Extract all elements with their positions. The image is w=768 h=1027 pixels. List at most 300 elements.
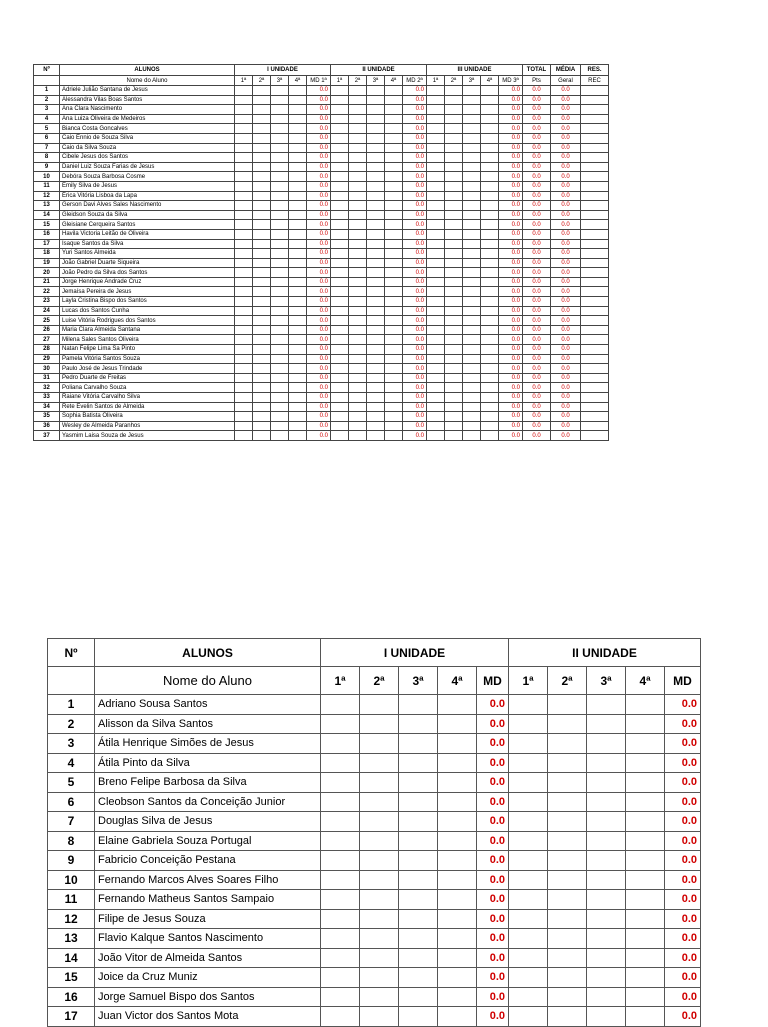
alunos-header: ALUNOS <box>60 65 235 76</box>
total-points: 0.0 <box>523 143 551 153</box>
grade-cell <box>321 792 360 812</box>
grade-cell <box>385 86 403 96</box>
unit-average: 0.0 <box>307 162 331 172</box>
grade-cell <box>289 153 307 163</box>
unit-average: 0.0 <box>499 383 523 393</box>
table-row <box>34 201 609 211</box>
grade-cell <box>367 86 385 96</box>
student-number: 8 <box>48 831 95 851</box>
unit-average: 0.0 <box>477 968 509 988</box>
unit-average: 0.0 <box>499 402 523 412</box>
grade-cell <box>445 172 463 182</box>
grade-cell <box>367 431 385 441</box>
grade-cell <box>509 831 548 851</box>
student-name: Jemaísa Pereira de Jesus <box>60 287 235 297</box>
general-average: 0.0 <box>551 162 581 172</box>
total-points: 0.0 <box>523 86 551 96</box>
unit-average: 0.0 <box>477 948 509 968</box>
unit-average: 0.0 <box>403 258 427 268</box>
unit-average: 0.0 <box>403 306 427 316</box>
grade-cell <box>235 249 253 259</box>
unit-average: 0.0 <box>499 249 523 259</box>
general-average: 0.0 <box>551 316 581 326</box>
student-number: 27 <box>34 335 60 345</box>
grade-cell <box>445 325 463 335</box>
general-average: 0.0 <box>551 95 581 105</box>
grade-cell <box>349 421 367 431</box>
unit-average: 0.0 <box>499 335 523 345</box>
grade-cell <box>548 792 587 812</box>
grade-cell <box>360 1007 399 1027</box>
grade-cell <box>349 191 367 201</box>
total-points: 0.0 <box>523 373 551 383</box>
unit-average: 0.0 <box>403 153 427 163</box>
grade-cell <box>253 325 271 335</box>
u2-col-1: 1ª <box>509 667 548 695</box>
grade-cell <box>481 201 499 211</box>
grade-cell <box>463 95 481 105</box>
grade-cell <box>321 831 360 851</box>
grade-cell <box>289 412 307 422</box>
rec-cell <box>581 431 609 441</box>
unit-average: 0.0 <box>665 851 701 871</box>
grade-cell <box>367 201 385 211</box>
total-points: 0.0 <box>523 402 551 412</box>
grade-cell <box>253 258 271 268</box>
student-number: 26 <box>34 325 60 335</box>
grade-cell <box>331 393 349 403</box>
grade-cell <box>235 220 253 230</box>
grade-cell <box>235 239 253 249</box>
unit-average: 0.0 <box>499 95 523 105</box>
unit-average: 0.0 <box>499 124 523 134</box>
unit-average: 0.0 <box>307 258 331 268</box>
student-name: Breno Felipe Barbosa da Silva <box>95 773 321 793</box>
grade-cell <box>427 364 445 374</box>
grade-cell <box>385 172 403 182</box>
total-points: 0.0 <box>523 287 551 297</box>
grade-cell <box>271 143 289 153</box>
unit-average: 0.0 <box>499 162 523 172</box>
unit-average: 0.0 <box>307 354 331 364</box>
student-name: Cleobson Santos da Conceição Junior <box>95 792 321 812</box>
grade-cell <box>253 431 271 441</box>
grade-cell <box>271 210 289 220</box>
unit-average: 0.0 <box>403 412 427 422</box>
grade-cell <box>253 201 271 211</box>
grade-cell <box>289 316 307 326</box>
grade-cell <box>271 402 289 412</box>
unit-average: 0.0 <box>403 297 427 307</box>
grade-cell <box>289 220 307 230</box>
grade-cell <box>385 191 403 201</box>
grade-cell <box>427 277 445 287</box>
grade-cell <box>349 258 367 268</box>
unit-average: 0.0 <box>307 239 331 249</box>
student-name: João Pedro da Silva dos Santos <box>60 268 235 278</box>
grade-cell <box>481 258 499 268</box>
unit-average: 0.0 <box>403 402 427 412</box>
grade-cell <box>445 162 463 172</box>
rec-cell <box>581 287 609 297</box>
total-points: 0.0 <box>523 297 551 307</box>
grade-cell <box>385 114 403 124</box>
grade-cell <box>367 181 385 191</box>
grade-cell <box>253 402 271 412</box>
general-average: 0.0 <box>551 239 581 249</box>
grade-cell <box>427 354 445 364</box>
grade-cell <box>626 909 665 929</box>
unit3-header: III UNIDADE <box>427 65 523 76</box>
general-average: 0.0 <box>551 345 581 355</box>
unit-average: 0.0 <box>477 1007 509 1027</box>
grade-cell <box>626 870 665 890</box>
unit-average: 0.0 <box>499 258 523 268</box>
grade-cell <box>481 105 499 115</box>
student-name: Jorge Samuel Bispo dos Santos <box>95 987 321 1007</box>
grade-cell <box>445 287 463 297</box>
unit-average: 0.0 <box>307 201 331 211</box>
grade-cell <box>399 792 438 812</box>
student-name: João Vitor de Almeida Santos <box>95 948 321 968</box>
grade-cell <box>289 277 307 287</box>
rec-cell <box>581 95 609 105</box>
student-number: 16 <box>48 987 95 1007</box>
unit-average: 0.0 <box>499 268 523 278</box>
unit-average: 0.0 <box>499 373 523 383</box>
table-row <box>48 929 701 949</box>
grade-cell <box>367 172 385 182</box>
grade-sheet-small <box>33 64 609 441</box>
grade-cell <box>548 987 587 1007</box>
grade-cell <box>463 258 481 268</box>
grade-cell <box>445 95 463 105</box>
grade-cell <box>385 297 403 307</box>
grade-cell <box>481 210 499 220</box>
total-points: 0.0 <box>523 258 551 268</box>
grade-cell <box>385 258 403 268</box>
table-row <box>48 968 701 988</box>
table-row <box>34 191 609 201</box>
grade-cell <box>509 870 548 890</box>
general-average: 0.0 <box>551 86 581 96</box>
unit-average: 0.0 <box>477 870 509 890</box>
grade-cell <box>289 335 307 345</box>
grade-cell <box>587 968 626 988</box>
unit-average: 0.0 <box>403 229 427 239</box>
grade-cell <box>331 268 349 278</box>
student-number: 28 <box>34 345 60 355</box>
grade-cell <box>385 393 403 403</box>
grade-cell <box>385 162 403 172</box>
student-name: Fernando Marcos Alves Soares Filho <box>95 870 321 890</box>
grade-cell <box>481 268 499 278</box>
grade-cell <box>271 258 289 268</box>
unit-average: 0.0 <box>403 239 427 249</box>
nome-header: Nome do Aluno <box>95 667 321 695</box>
table-row <box>34 373 609 383</box>
grade-cell <box>385 306 403 316</box>
grade-cell <box>349 239 367 249</box>
student-name: Adriele Julião Santana de Jesus <box>60 86 235 96</box>
grade-cell <box>438 695 477 715</box>
rec-cell <box>581 412 609 422</box>
unit-average: 0.0 <box>403 277 427 287</box>
grade-cell <box>626 753 665 773</box>
grade-cell <box>331 258 349 268</box>
grade-cell <box>427 133 445 143</box>
grade-cell <box>289 402 307 412</box>
grade-cell <box>321 987 360 1007</box>
grade-cell <box>367 325 385 335</box>
total-points: 0.0 <box>523 325 551 335</box>
unit-average: 0.0 <box>665 695 701 715</box>
grade-cell <box>385 201 403 211</box>
grade-cell <box>445 124 463 134</box>
grade-cell <box>253 162 271 172</box>
grade-cell <box>463 191 481 201</box>
grade-cell <box>271 345 289 355</box>
grade-cell <box>548 870 587 890</box>
student-name: Yuri Santos Almeida <box>60 249 235 259</box>
grade-cell <box>445 393 463 403</box>
student-name: Átila Henrique Simões de Jesus <box>95 734 321 754</box>
grade-cell <box>548 695 587 715</box>
grade-cell <box>445 201 463 211</box>
grade-cell <box>367 95 385 105</box>
student-name: Debóra Souza Barbosa Cosme <box>60 172 235 182</box>
grade-cell <box>271 373 289 383</box>
table-row <box>34 239 609 249</box>
grade-cell <box>427 297 445 307</box>
grade-cell <box>235 335 253 345</box>
general-average: 0.0 <box>551 277 581 287</box>
student-name: Cibele Jesus dos Santos <box>60 153 235 163</box>
grade-cell <box>253 229 271 239</box>
grade-cell <box>445 354 463 364</box>
grade-cell <box>235 172 253 182</box>
grade-cell <box>253 153 271 163</box>
student-number: 34 <box>34 402 60 412</box>
grade-cell <box>331 421 349 431</box>
grade-cell <box>349 345 367 355</box>
grade-cell <box>385 316 403 326</box>
unit-average: 0.0 <box>403 268 427 278</box>
grade-cell <box>463 402 481 412</box>
student-number: 31 <box>34 373 60 383</box>
total-points: 0.0 <box>523 229 551 239</box>
unit-average: 0.0 <box>665 968 701 988</box>
grade-cell <box>509 753 548 773</box>
grade-cell <box>587 714 626 734</box>
unit-average: 0.0 <box>499 210 523 220</box>
grade-cell <box>481 297 499 307</box>
u3-col-2: 2ª <box>445 76 463 86</box>
grade-cell <box>367 133 385 143</box>
unit-average: 0.0 <box>403 95 427 105</box>
grade-cell <box>349 335 367 345</box>
grade-cell <box>548 929 587 949</box>
general-average: 0.0 <box>551 373 581 383</box>
grade-cell <box>385 345 403 355</box>
grade-cell <box>385 277 403 287</box>
grade-cell <box>331 373 349 383</box>
table-row <box>34 143 609 153</box>
grade-cell <box>349 431 367 441</box>
nome-header: Nome do Aluno <box>60 76 235 86</box>
unit-average: 0.0 <box>307 383 331 393</box>
grade-cell <box>385 229 403 239</box>
grade-cell <box>331 287 349 297</box>
grade-cell <box>463 172 481 182</box>
grade-cell <box>235 297 253 307</box>
grade-cell <box>289 239 307 249</box>
unit-average: 0.0 <box>477 831 509 851</box>
empty-cell <box>34 76 60 86</box>
grade-cell <box>331 201 349 211</box>
student-name: Sophia Batista Oliveira <box>60 412 235 422</box>
rec-cell <box>581 268 609 278</box>
grade-cell <box>445 249 463 259</box>
unit-average: 0.0 <box>499 143 523 153</box>
grade-cell <box>367 268 385 278</box>
unit-average: 0.0 <box>307 86 331 96</box>
unit-average: 0.0 <box>665 870 701 890</box>
grade-cell <box>438 714 477 734</box>
grade-cell <box>367 421 385 431</box>
rec-cell <box>581 354 609 364</box>
general-average: 0.0 <box>551 181 581 191</box>
table-row <box>34 95 609 105</box>
student-name: Douglas Silva de Jesus <box>95 812 321 832</box>
grade-cell <box>331 325 349 335</box>
grade-cell <box>271 201 289 211</box>
grade-cell <box>445 421 463 431</box>
unit-average: 0.0 <box>307 421 331 431</box>
grade-cell <box>271 105 289 115</box>
student-number: 13 <box>48 929 95 949</box>
grade-cell <box>548 812 587 832</box>
grade-cell <box>427 239 445 249</box>
grade-cell <box>463 124 481 134</box>
total-points: 0.0 <box>523 105 551 115</box>
grade-sheet-large <box>47 638 701 1027</box>
general-average: 0.0 <box>551 249 581 259</box>
grade-cell <box>399 831 438 851</box>
grade-cell <box>463 287 481 297</box>
grade-cell <box>445 153 463 163</box>
unit-average: 0.0 <box>665 812 701 832</box>
table-row <box>34 133 609 143</box>
grade-cell <box>463 153 481 163</box>
grade-cell <box>481 239 499 249</box>
unit-average: 0.0 <box>403 191 427 201</box>
unit-average: 0.0 <box>499 306 523 316</box>
grade-cell <box>321 968 360 988</box>
num-header: Nº <box>34 65 60 76</box>
grade-cell <box>360 734 399 754</box>
unit-average: 0.0 <box>499 105 523 115</box>
alunos-header: ALUNOS <box>95 639 321 667</box>
grade-cell <box>367 191 385 201</box>
total-points: 0.0 <box>523 277 551 287</box>
grade-cell <box>360 714 399 734</box>
rec-cell <box>581 201 609 211</box>
unit-average: 0.0 <box>403 249 427 259</box>
grade-cell <box>427 124 445 134</box>
grade-cell <box>438 948 477 968</box>
grade-cell <box>587 734 626 754</box>
grade-cell <box>385 133 403 143</box>
rec-cell <box>581 191 609 201</box>
grade-cell <box>385 153 403 163</box>
grade-cell <box>509 968 548 988</box>
table-row <box>48 890 701 910</box>
grade-cell <box>331 431 349 441</box>
unit-average: 0.0 <box>307 325 331 335</box>
total-points: 0.0 <box>523 249 551 259</box>
grade-cell <box>349 364 367 374</box>
general-average: 0.0 <box>551 364 581 374</box>
grade-cell <box>271 354 289 364</box>
grade-cell <box>445 373 463 383</box>
table-row <box>34 345 609 355</box>
grade-cell <box>235 201 253 211</box>
grade-cell <box>331 153 349 163</box>
grade-cell <box>321 948 360 968</box>
grade-cell <box>349 297 367 307</box>
grade-cell <box>253 181 271 191</box>
grade-cell <box>445 297 463 307</box>
unit-average: 0.0 <box>403 373 427 383</box>
grade-cell <box>321 1007 360 1027</box>
grade-cell <box>349 287 367 297</box>
grade-cell <box>331 402 349 412</box>
grade-cell <box>289 133 307 143</box>
grade-cell <box>445 191 463 201</box>
unit-average: 0.0 <box>499 431 523 441</box>
grade-cell <box>626 792 665 812</box>
unit-average: 0.0 <box>403 383 427 393</box>
grade-cell <box>271 172 289 182</box>
grade-cell <box>427 325 445 335</box>
grade-cell <box>463 421 481 431</box>
grade-cell <box>331 383 349 393</box>
table-row <box>34 114 609 124</box>
grade-cell <box>587 890 626 910</box>
table-row <box>34 383 609 393</box>
unit-average: 0.0 <box>307 153 331 163</box>
general-average: 0.0 <box>551 354 581 364</box>
num-header: Nº <box>48 639 95 667</box>
unit-average: 0.0 <box>499 114 523 124</box>
u1-col-3: 3ª <box>399 667 438 695</box>
u1-col-2: 2ª <box>253 76 271 86</box>
grade-cell <box>427 249 445 259</box>
total-points: 0.0 <box>523 172 551 182</box>
grade-cell <box>349 354 367 364</box>
grade-cell <box>253 335 271 345</box>
grade-cell <box>587 831 626 851</box>
grade-cell <box>235 412 253 422</box>
table-row <box>48 792 701 812</box>
grade-cell <box>331 354 349 364</box>
grade-cell <box>445 143 463 153</box>
grade-cell <box>253 412 271 422</box>
grade-cell <box>289 345 307 355</box>
grade-cell <box>481 345 499 355</box>
grade-cell <box>349 268 367 278</box>
